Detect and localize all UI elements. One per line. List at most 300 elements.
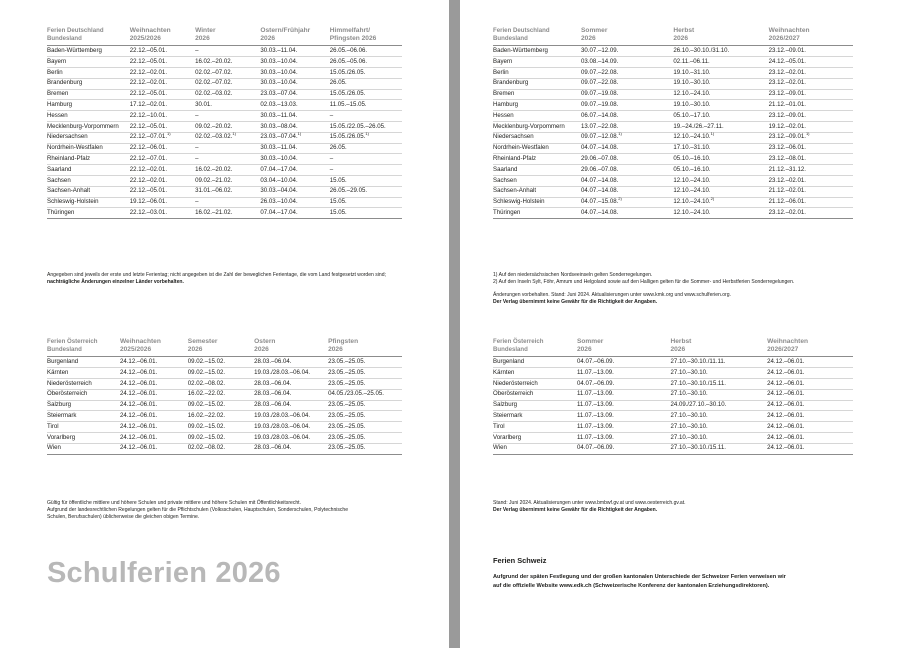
table-body-austria-1 — [47, 357, 402, 454]
cell-dates: 17.12.–02.01. — [130, 100, 195, 111]
cell-state: Sachsen — [47, 176, 130, 187]
cell-state: Sachsen — [493, 176, 581, 187]
cell-dates: 12.10.–24.10. — [673, 208, 768, 219]
cell-dates: 19.03./28.03.–06.04. — [254, 433, 328, 444]
cell-dates: 27.10.–30.10./11.11. — [670, 357, 767, 368]
cell-dates: 02.02.–07.02. — [195, 78, 260, 89]
cell-dates: 03.04.–10.04. — [260, 176, 329, 187]
column-header-winter: Winter 2026 — [195, 27, 260, 46]
table-row — [493, 143, 853, 154]
cell-dates: 28.03.–06.04. — [254, 379, 328, 390]
cell-dates: 09.02.–15.02. — [188, 433, 254, 444]
cell-state: Thüringen — [493, 208, 581, 219]
cell-state: Bremen — [47, 89, 130, 100]
table-germany-1 — [47, 27, 402, 219]
column-header-weihnachten: Weihnachten 2025/2026 — [120, 338, 188, 357]
cell-dates: 24.12.–06.01. — [767, 443, 853, 454]
cell-state: Steiermark — [493, 411, 577, 422]
table-row — [47, 143, 402, 154]
cell-dates: 23.12.–02.01. — [769, 176, 853, 187]
cell-dates: 12.10.–24.10. — [673, 89, 768, 100]
cell-state: Salzburg — [493, 400, 577, 411]
table-row — [493, 78, 853, 89]
cell-dates: 22.12.–07.01.$^{1)}$ — [130, 132, 195, 143]
table-row — [47, 443, 402, 454]
table-row — [47, 46, 402, 57]
cell-dates: 22.12.–02.01. — [130, 165, 195, 176]
table-row — [47, 100, 402, 111]
cell-dates: 22.12.–02.01. — [130, 176, 195, 187]
column-header-ostern: Ostern/Frühjahr 2026 — [260, 27, 329, 46]
cell-dates: – — [330, 111, 402, 122]
cell-dates: 24.12.–06.01. — [767, 379, 853, 390]
table-row — [493, 68, 853, 79]
cell-dates: 24.12.–06.01. — [120, 379, 188, 390]
cell-dates: 23.12.–08.01. — [769, 154, 853, 165]
cell-dates: 27.10.–30.10. — [670, 389, 767, 400]
column-header-weihnachten: Weihnachten 2026/2027 — [769, 27, 853, 46]
austria-table-title-2: Ferien Österreich — [493, 338, 544, 345]
cell-dates: 23.12.–06.01. — [769, 143, 853, 154]
table-header-state — [493, 27, 581, 46]
table-row — [493, 208, 853, 219]
cell-dates: 05.10.–17.10. — [673, 111, 768, 122]
cell-dates: 02.02.–07.02. — [195, 68, 260, 79]
switzerland-body: Aufgrund der späten Festlegung und der großen kantonalen Unterschiede der Schweizer Ferien verweisen wir auf die offizielle Website www.edk.ch (Schweizerische Konferenz der kantonalen Erziehungsdirektoren). — [493, 574, 786, 589]
cell-dates: – — [330, 165, 402, 176]
cell-dates: 30.03.–10.04. — [260, 154, 329, 165]
cell-state: Hamburg — [493, 100, 581, 111]
table-row — [47, 57, 402, 68]
cell-dates: 23.05.–25.05. — [328, 443, 402, 454]
table-row — [493, 379, 853, 390]
cell-state: Bayern — [493, 57, 581, 68]
germany-table-title-1: Ferien Deutschland — [47, 27, 104, 34]
cell-dates: 24.12.–06.01. — [767, 422, 853, 433]
cell-state: Oberösterreich — [493, 389, 577, 400]
table-row — [493, 46, 853, 57]
cell-dates: 24.12.–06.01. — [120, 443, 188, 454]
cell-dates: 24.12.–06.01. — [120, 400, 188, 411]
cell-dates: 21.12.–31.12. — [769, 165, 853, 176]
column-header-weihnachten: Weihnachten 2026/2027 — [767, 338, 853, 357]
cell-dates: 23.12.–02.01. — [769, 78, 853, 89]
table-row — [47, 186, 402, 197]
cell-dates: 24.09./27.10.–30.10. — [670, 400, 767, 411]
table-row — [493, 433, 853, 444]
germany-footnote-2: 2) Auf den Inseln Sylt, Föhr, Amrum und Helgoland sowie auf den Halligen gelten für die Sommer- und Herbstferien Sonderregelungen. — [493, 279, 795, 286]
cell-dates: 16.02.–21.02. — [195, 208, 260, 219]
cell-dates: 09.02.–15.02. — [188, 357, 254, 368]
cell-dates: 15.05. — [330, 176, 402, 187]
cell-dates: 19.10.–30.10. — [673, 78, 768, 89]
table-row — [47, 197, 402, 208]
cell-dates: 06.07.–14.08. — [581, 111, 673, 122]
cell-dates: 16.02.–20.02. — [195, 57, 260, 68]
page-title: Schulferien 2026 — [47, 557, 281, 589]
cell-dates: 02.11.–06.11. — [673, 57, 768, 68]
cell-dates: 09.07.–19.08. — [581, 100, 673, 111]
cell-dates: 23.12.–09.01. — [769, 111, 853, 122]
cell-state: Hamburg — [47, 100, 130, 111]
cell-dates: 30.03.–08.04. — [260, 122, 329, 133]
cell-dates: 15.05./22.05.–26.05. — [330, 122, 402, 133]
table-row — [47, 422, 402, 433]
cell-dates: 26.05. — [330, 143, 402, 154]
table-row — [47, 389, 402, 400]
cell-dates: 30.03.–11.04. — [260, 111, 329, 122]
cell-dates: 09.02.–15.02. — [188, 400, 254, 411]
cell-dates: 29.06.–07.08. — [581, 165, 673, 176]
cell-dates: 24.12.–06.01. — [767, 411, 853, 422]
table-row — [47, 111, 402, 122]
cell-dates: 11.07.–13.09. — [577, 400, 671, 411]
table-row — [493, 400, 853, 411]
cell-dates: 28.03.–06.04. — [254, 443, 328, 454]
austria-holidays-table-part2 — [493, 338, 853, 455]
austria-source-right — [493, 500, 873, 514]
cell-state: Nordrhein-Westfalen — [493, 143, 581, 154]
cell-dates: 22.12.–02.01. — [130, 68, 195, 79]
cell-dates: 22.12.–05.01. — [130, 89, 195, 100]
table-row — [47, 400, 402, 411]
table-header-state — [47, 338, 120, 357]
cell-dates: 27.10.–30.10. — [670, 411, 767, 422]
cell-state: Sachsen-Anhalt — [47, 186, 130, 197]
cell-dates: 22.12.–02.01. — [130, 78, 195, 89]
cell-state: Hessen — [47, 111, 130, 122]
cell-dates: 09.02.–15.02. — [188, 422, 254, 433]
cell-dates: 22.12.–05.01. — [130, 122, 195, 133]
cell-dates: 17.10.–31.10. — [673, 143, 768, 154]
cell-state: Bayern — [47, 57, 130, 68]
cell-dates: 19.03./28.03.–06.04. — [254, 368, 328, 379]
cell-dates: 04.07.–14.08. — [581, 186, 673, 197]
cell-dates: 26.05.–29.05. — [330, 186, 402, 197]
column-header-ostern: Ostern 2026 — [254, 338, 328, 357]
austria-disclaimer: Der Verlag übernimmt keine Gewähr für die Richtigkeit der Angaben. — [493, 507, 658, 514]
cell-dates: 31.01.–06.02. — [195, 186, 260, 197]
cell-state: Niederösterreich — [47, 379, 120, 390]
cell-dates: 28.03.–06.04. — [254, 389, 328, 400]
cell-dates: 24.12.–06.01. — [767, 400, 853, 411]
cell-state: Niedersachsen — [47, 132, 130, 143]
germany-holidays-table-part2 — [493, 27, 853, 219]
cell-dates: 12.10.–24.10.$^{1)}$ — [673, 132, 768, 143]
table-row — [47, 411, 402, 422]
cell-dates: 27.10.–30.10. — [670, 368, 767, 379]
cell-dates: 23.05.–25.05. — [328, 379, 402, 390]
cell-dates: 30.07.–12.09. — [581, 46, 673, 57]
cell-dates: 30.03.–10.04. — [260, 78, 329, 89]
cell-state: Oberösterreich — [47, 389, 120, 400]
table-row — [493, 411, 853, 422]
table-row — [47, 368, 402, 379]
cell-dates: 22.12.–06.01. — [130, 143, 195, 154]
cell-dates: 23.12.–09.01. — [769, 89, 853, 100]
table-germany-2 — [493, 27, 853, 219]
cell-dates: 09.07.–12.08.$^{1)}$ — [581, 132, 673, 143]
cell-dates: 09.02.–21.02. — [195, 176, 260, 187]
table-row — [493, 443, 853, 454]
cell-dates: 26.10.–30.10./31.10. — [673, 46, 768, 57]
cell-state: Kärnten — [47, 368, 120, 379]
cell-dates: 22.12.–03.01. — [130, 208, 195, 219]
table-austria-1 — [47, 338, 402, 455]
cell-dates: 27.10.–30.10./15.11. — [670, 379, 767, 390]
cell-state: Tirol — [493, 422, 577, 433]
germany-holidays-table-part1 — [47, 27, 402, 219]
cell-state: Salzburg — [47, 400, 120, 411]
cell-state: Saarland — [493, 165, 581, 176]
table-header-state — [47, 27, 130, 46]
table-row — [493, 176, 853, 187]
germany-footnotes-right — [493, 272, 873, 307]
cell-dates: 26.05.–05.06. — [330, 57, 402, 68]
cell-state: Tirol — [47, 422, 120, 433]
cell-dates: 19.–24./26.–27.11. — [673, 122, 768, 133]
cell-dates: 26.03.–10.04. — [260, 197, 329, 208]
table-body-germany-2 — [493, 46, 853, 219]
cell-dates: 02.02.–03.02. — [195, 89, 260, 100]
cell-dates: 02.02.–03.02.$^{1)}$ — [195, 132, 260, 143]
table-row — [493, 154, 853, 165]
table-row — [47, 208, 402, 219]
cell-dates: 15.05./26.05.$^{1)}$ — [330, 132, 402, 143]
cell-dates: 23.05.–25.05. — [328, 400, 402, 411]
cell-dates: – — [195, 154, 260, 165]
table-row — [47, 433, 402, 444]
cell-dates: 03.08.–14.09. — [581, 57, 673, 68]
cell-dates: 28.03.–06.04. — [254, 357, 328, 368]
cell-dates: 24.12.–05.01. — [769, 57, 853, 68]
column-header-himmelfahrt: Himmelfahrt/ Pfingsten 2026 — [330, 27, 402, 46]
table-row — [47, 176, 402, 187]
table-row — [493, 422, 853, 433]
cell-dates: 27.10.–30.10./15.11. — [670, 443, 767, 454]
cell-dates: – — [195, 46, 260, 57]
table-body-austria-2 — [493, 357, 853, 454]
cell-dates: 13.07.–22.08. — [581, 122, 673, 133]
cell-state: Berlin — [493, 68, 581, 79]
cell-dates: 23.05.–25.05. — [328, 411, 402, 422]
cell-dates: 15.05. — [330, 197, 402, 208]
cell-dates: 11.07.–13.09. — [577, 368, 671, 379]
table-row — [493, 389, 853, 400]
table-row — [47, 78, 402, 89]
austria-table-subtitle-2: Bundesland — [493, 345, 528, 353]
cell-dates: 11.07.–13.09. — [577, 422, 671, 433]
table-row — [493, 89, 853, 100]
cell-state: Wien — [493, 443, 577, 454]
column-header-weihnachten: Weihnachten 2025/2026 — [130, 27, 195, 46]
cell-dates: 23.12.–02.01. — [769, 208, 853, 219]
cell-state: Sachsen-Anhalt — [493, 186, 581, 197]
cell-state: Wien — [47, 443, 120, 454]
cell-dates: 16.02.–22.02. — [188, 389, 254, 400]
cell-dates: 23.05.–25.05. — [328, 357, 402, 368]
cell-dates: 11.07.–13.09. — [577, 389, 671, 400]
cell-state: Burgenland — [493, 357, 577, 368]
austria-table-title-1: Ferien Österreich — [47, 338, 98, 345]
cell-state: Bremen — [493, 89, 581, 100]
cell-dates: 28.03.–06.04. — [254, 400, 328, 411]
cell-dates: 04.07.–14.08. — [581, 143, 673, 154]
cell-dates: 30.03.–11.04. — [260, 143, 329, 154]
cell-dates: 23.12.–09.01. — [769, 46, 853, 57]
cell-state: Mecklenburg-Vorpommern — [493, 122, 581, 133]
cell-state: Hessen — [493, 111, 581, 122]
cell-dates: 05.10.–16.10. — [673, 154, 768, 165]
table-row — [493, 186, 853, 197]
cell-dates: 04.05./23.05.–25.05. — [328, 389, 402, 400]
cell-dates: 15.05./26.05. — [330, 89, 402, 100]
austria-footnote-left: Gültig für öffentliche mittlere und höhere Schulen und private mittlere und höhere Schulen mit Öffentlichkeitsrecht. Aufgrund der landesrechtlichen Regelungen gelten für die Pflichtschulen (Volksschulen, Hauptschulen, Sonderschulen, Polytechnische Schulen, Berufsschulen) üblicherweise die gleichen obigen Termine. — [47, 500, 349, 521]
cell-state: Mecklenburg-Vorpommern — [47, 122, 130, 133]
table-row — [493, 165, 853, 176]
cell-state: Berlin — [47, 68, 130, 79]
cell-dates: 04.07.–06.09. — [577, 443, 671, 454]
table-row — [493, 132, 853, 143]
cell-state: Thüringen — [47, 208, 130, 219]
cell-dates: 02.03.–13.03. — [260, 100, 329, 111]
column-header-pfingsten: Pfingsten 2026 — [328, 338, 402, 357]
cell-dates: 22.12.–10.01. — [130, 111, 195, 122]
table-row — [493, 100, 853, 111]
cell-dates: 23.05.–25.05. — [328, 368, 402, 379]
cell-dates: 09.07.–22.08. — [581, 78, 673, 89]
cell-dates: 04.07.–06.09. — [577, 357, 671, 368]
cell-dates: 05.10.–16.10. — [673, 165, 768, 176]
cell-dates: 27.10.–30.10. — [670, 422, 767, 433]
cell-dates: 24.12.–06.01. — [120, 357, 188, 368]
table-row — [47, 154, 402, 165]
switzerland-title: Ferien Schweiz — [493, 556, 547, 565]
cell-dates: 16.02.–22.02. — [188, 411, 254, 422]
cell-dates: 09.02.–20.02. — [195, 122, 260, 133]
cell-dates: 21.12.–01.01. — [769, 100, 853, 111]
cell-state: Burgenland — [47, 357, 120, 368]
cell-dates: – — [330, 154, 402, 165]
cell-dates: 04.07.–14.08. — [581, 208, 673, 219]
germany-table-title-2: Ferien Deutschland — [493, 27, 550, 34]
cell-state: Steiermark — [47, 411, 120, 422]
cell-state: Baden-Württemberg — [47, 46, 130, 57]
cell-dates: 21.12.–06.01. — [769, 197, 853, 208]
table-row — [493, 122, 853, 133]
cell-dates: 24.12.–06.01. — [767, 368, 853, 379]
cell-dates: 30.03.–04.04. — [260, 186, 329, 197]
cell-dates: 23.03.–07.04. — [260, 89, 329, 100]
cell-dates: 09.02.–15.02. — [188, 368, 254, 379]
table-row — [493, 197, 853, 208]
table-row — [493, 111, 853, 122]
cell-dates: 23.05.–25.05. — [328, 433, 402, 444]
cell-state: Brandenburg — [47, 78, 130, 89]
cell-dates: 21.12.–02.01. — [769, 186, 853, 197]
cell-state: Niederösterreich — [493, 379, 577, 390]
cell-state: Saarland — [47, 165, 130, 176]
germany-disclaimer: Der Verlag übernimmt keine Gewähr für die Richtigkeit der Angaben. — [493, 299, 658, 306]
table-row — [47, 122, 402, 133]
cell-state: Niedersachsen — [493, 132, 581, 143]
cell-dates: 11.07.–13.09. — [577, 433, 671, 444]
cell-dates: 30.03.–10.04. — [260, 68, 329, 79]
table-row — [493, 368, 853, 379]
germany-source-line: Änderungen vorbehalten. Stand: Juni 2024. Aktualisierungen unter www.kmk.org und www.schulferien.org. — [493, 292, 731, 299]
austria-source-line: Stand: Juni 2024. Aktualisierungen unter www.bmbwf.gv.at und www.oesterreich.gv.at. — [493, 500, 686, 506]
cell-dates: 09.07.–19.08. — [581, 89, 673, 100]
cell-state: Schleswig-Holstein — [493, 197, 581, 208]
cell-dates: – — [195, 197, 260, 208]
column-header-semester: Semester 2026 — [188, 338, 254, 357]
cell-dates: 19.12.–06.01. — [130, 197, 195, 208]
cell-state: Vorarlberg — [493, 433, 577, 444]
cell-state: Brandenburg — [493, 78, 581, 89]
table-row — [47, 68, 402, 79]
cell-dates: 24.12.–06.01. — [767, 389, 853, 400]
cell-dates: 24.12.–06.01. — [120, 411, 188, 422]
cell-state: Vorarlberg — [47, 433, 120, 444]
page-gutter — [449, 0, 460, 648]
germany-footnote-1: 1) Auf den niedersächsischen Nordseeinseln gelten Sonderregelungen. — [493, 272, 653, 278]
cell-state: Nordrhein-Westfalen — [47, 143, 130, 154]
cell-state: Schleswig-Holstein — [47, 197, 130, 208]
cell-dates: 11.05.–15.05. — [330, 100, 402, 111]
cell-dates: 19.12.–02.01. — [769, 122, 853, 133]
column-header-herbst: Herbst 2026 — [673, 27, 768, 46]
table-row — [493, 57, 853, 68]
right-page — [460, 0, 909, 648]
cell-state: Rheinland-Pfalz — [47, 154, 130, 165]
cell-dates: 19.03./28.03.–06.04. — [254, 411, 328, 422]
cell-dates: 26.05. — [330, 78, 402, 89]
cell-dates: 22.12.–07.01. — [130, 154, 195, 165]
table-header-state — [493, 338, 577, 357]
cell-dates: 02.02.–08.02. — [188, 379, 254, 390]
cell-dates: 02.02.–08.02. — [188, 443, 254, 454]
switzerland-section — [493, 556, 873, 590]
cell-dates: 30.03.–11.04. — [260, 46, 329, 57]
cell-dates: 19.03./28.03.–06.04. — [254, 422, 328, 433]
cell-dates: 24.12.–06.01. — [120, 433, 188, 444]
cell-state: Rheinland-Pfalz — [493, 154, 581, 165]
table-austria-2 — [493, 338, 853, 455]
cell-dates: 24.12.–06.01. — [767, 357, 853, 368]
austria-holidays-table-part1 — [47, 338, 402, 455]
cell-dates: 19.10.–31.10. — [673, 68, 768, 79]
cell-dates: 12.10.–24.10.$^{2)}$ — [673, 197, 768, 208]
cell-dates: 19.10.–30.10. — [673, 100, 768, 111]
cell-dates: 07.04.–17.04. — [260, 208, 329, 219]
cell-dates: 04.07.–06.09. — [577, 379, 671, 390]
cell-dates: 22.12.–05.01. — [130, 57, 195, 68]
table-row — [47, 379, 402, 390]
column-header-sommer: Sommer 2026 — [581, 27, 673, 46]
cell-dates: 04.07.–15.08.$^{2)}$ — [581, 197, 673, 208]
cell-dates: 07.04.–17.04. — [260, 165, 329, 176]
table-row — [47, 89, 402, 100]
table-row — [47, 132, 402, 143]
table-body-germany-1 — [47, 46, 402, 219]
cell-dates: – — [195, 143, 260, 154]
cell-dates: 30.01. — [195, 100, 260, 111]
cell-dates: 22.12.–05.01. — [130, 186, 195, 197]
cell-dates: 29.06.–07.08. — [581, 154, 673, 165]
germany-table-subtitle-2: Bundesland — [493, 34, 528, 42]
cell-dates: 15.05. — [330, 208, 402, 219]
germany-footnote-left: Angegeben sind jeweils der erste und letzte Ferientag; nicht angegeben ist die Zahl der beweglichen Ferientage, die vom Land festgesetzt worden sind; nachträgliche Änderungen einzelner Länder vorbehalten. — [47, 272, 386, 286]
